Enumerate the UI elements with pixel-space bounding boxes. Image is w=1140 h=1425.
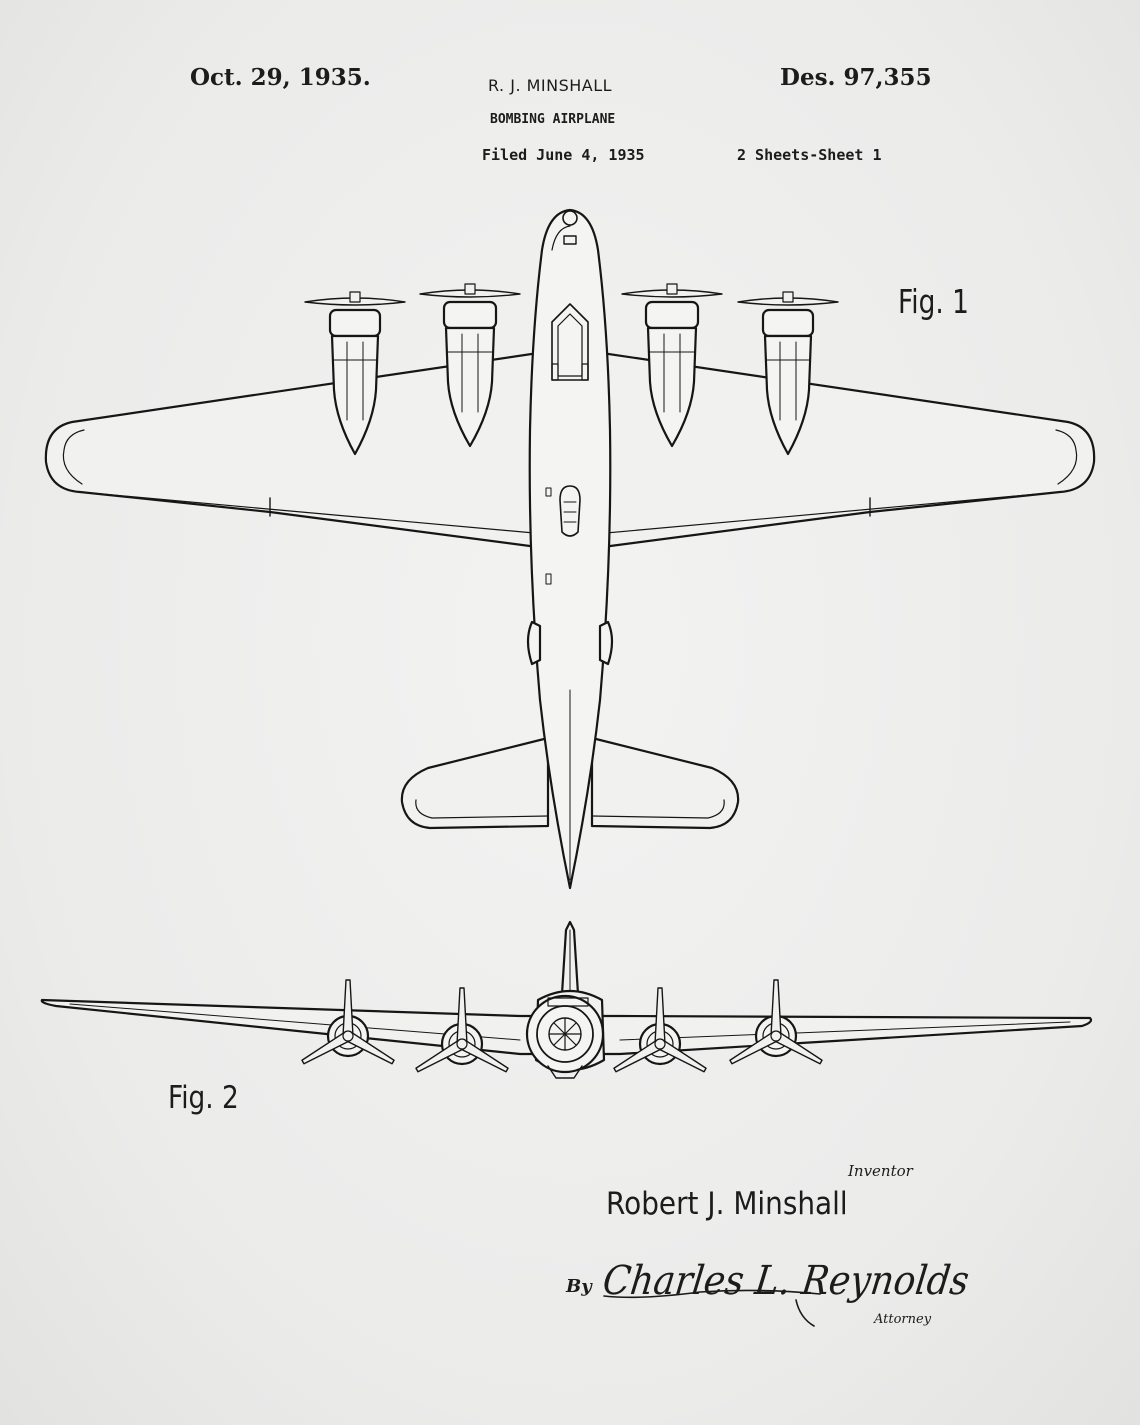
fig1-label: Fig. 1 [898,282,969,321]
patent-title: BOMBING AIRPLANE [490,112,616,127]
patent-date: Oct. 29, 1935. [190,64,371,91]
attorney-signature: Charles L. Reynolds [600,1258,972,1304]
fig2-front-view [42,922,1091,1078]
inventor-label: Inventor [848,1162,913,1180]
inventor-name: Robert J. Minshall [606,1186,848,1222]
inventor-short-name: R. J. MINSHALL [488,76,613,95]
attorney-label: Attorney [874,1312,932,1327]
by-label: By [566,1276,592,1297]
filed-date: Filed June 4, 1935 [482,146,645,164]
sheet-count: 2 Sheets-Sheet 1 [737,146,882,164]
patent-number: Des. 97,355 [780,64,932,91]
fig2-label: Fig. 2 [168,1080,239,1116]
